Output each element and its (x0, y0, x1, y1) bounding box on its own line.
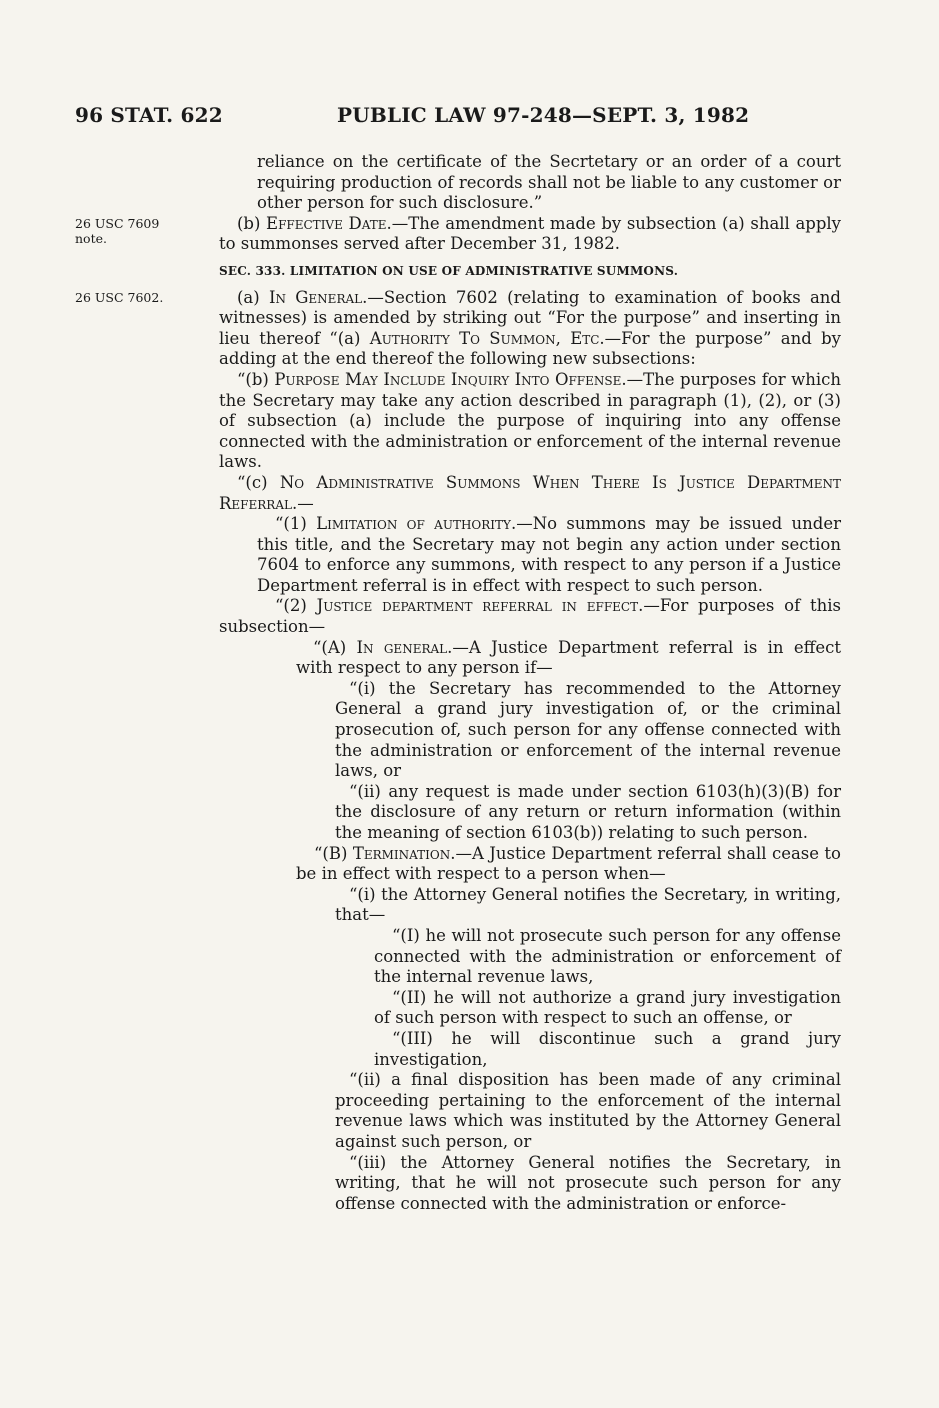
margin-note-usc-7609: 26 USC 7609 (75, 216, 160, 231)
paragraph-A-in-general (219, 638, 841, 679)
text-referral-in-effect: —For purposes of this subsection— (219, 596, 841, 637)
margin-note-note: note. (75, 231, 107, 246)
text-limitation-authority: —No summons may be issued under this title, and the Secretary may not begin any action under section 7604 to enforce any summons, with respect to any person if a Justice Department referral is in effect with respect to such person. (257, 514, 841, 595)
clause-A-ii: “(ii) any request is made under section 6103(h)(3)(B) for the disclosure of any return or return information (within the meaning of section 6103(b)) relating to such person. (335, 781, 841, 842)
paragraph-effective-date (219, 214, 841, 255)
margin-note-usc-7602: 26 USC 7602. (75, 290, 164, 305)
statute-page-citation: 96 STAT. 622 (75, 103, 223, 127)
text-B-termination: —A Justice Department referral shall cease to be in effect with respect to a person when— (296, 843, 841, 884)
text-purpose-inquiry: —The purposes for which the Secretary may take any action described in paragraph (1), (2), or (3) of subsection (a) include the purpose of inquiring into any offense connected with the administration or enforcement of the internal revenue laws. (219, 369, 841, 472)
paragraph-in-general (219, 288, 841, 370)
label-a: (a) (237, 287, 269, 307)
label-A: “(A) (313, 637, 357, 657)
clause-B-i: “(i) the Attorney General notifies the Secretary, in writing, that— (335, 884, 841, 925)
subclause-B-i-I: “(I) he will not prosecute such person for any offense connected with the administration or enforcement of the internal revenue laws, (374, 925, 841, 987)
heading-no-summons: No Administrative Summons When There Is Justice Department Referral. (219, 472, 842, 513)
heading-authority-to-summon: Authority To Summon, Etc. (369, 328, 605, 348)
heading-A-in-general: In general. (356, 637, 453, 657)
label-pb: “(b) (237, 369, 275, 389)
paragraph-purpose-inquiry (219, 370, 841, 473)
section-heading: SEC. 333. LIMITATION ON USE OF ADMINISTRATIVE SUMMONS. (219, 263, 679, 278)
subclause-B-i-II: “(II) he will not authorize a grand jury investigation of such person with respect to such an offense, or (374, 987, 841, 1028)
clause-B-iii: “(iii) the Attorney General notifies the Secretary, in writing, that he will not prosecute such person for any offense connected with the administration or enforce- (335, 1152, 841, 1213)
text-effective-date: —The amendment made by subsection (a) shall apply to summonses served after December 31, 1982. (219, 213, 841, 254)
heading-purpose-inquiry: Purpose May Include Inquiry Into Offense. (274, 369, 627, 389)
subclause-B-i-III: “(III) he will discontinue such a grand jury investigation, (374, 1028, 841, 1069)
label-c1: “(1) (275, 514, 317, 534)
label-b: (b) (237, 213, 267, 233)
clause-B-ii: “(ii) a final disposition has been made of any criminal proceeding pertaining to the enforcement of the internal revenue laws which was instituted by the Attorney General against such person, or (335, 1070, 841, 1151)
paragraph-referral-in-effect (219, 596, 841, 637)
heading-referral-in-effect: Justice department referral in effect. (316, 596, 644, 616)
running-header: PUBLIC LAW 97-248—SEPT. 3, 1982 (337, 103, 750, 127)
paragraph-limitation-authority (219, 514, 841, 596)
label-pc: “(c) (237, 472, 280, 492)
label-B: “(B) (314, 843, 353, 863)
paragraph-continuation: reliance on the certificate of the Secrtetary or an order of a court requiring production of records shall not be liable to any customer or other person for such disclosure.” (257, 152, 841, 213)
label-c2: “(2) (275, 596, 317, 616)
heading-limitation-authority: Limitation of authority. (316, 514, 517, 534)
paragraph-no-summons (219, 473, 841, 514)
body-text (219, 152, 841, 1214)
heading-in-general: In General. (268, 287, 368, 307)
heading-B-termination: Termination. (352, 843, 456, 863)
text-in-general-2: —For the purpose” and by adding at the end thereof the following new subsections: (219, 328, 841, 369)
text-A-in-general: —A Justice Department referral is in effect with respect to any person if— (296, 637, 841, 678)
text-no-summons: — (297, 493, 314, 513)
paragraph-B-termination (219, 844, 841, 885)
heading-effective-date: Effective Date. (266, 213, 392, 233)
text-in-general-1: —Section 7602 (relating to examination of books and witnesses) is amended by striking out “For the purpose” and inserting in lieu thereof “(a) (219, 287, 841, 348)
clause-A-i: “(i) the Secretary has recommended to the Attorney General a grand jury investigation of, or the criminal prosecution of, such person for any offense connected with the administration or enforcement of the internal revenue laws, or (335, 678, 841, 781)
